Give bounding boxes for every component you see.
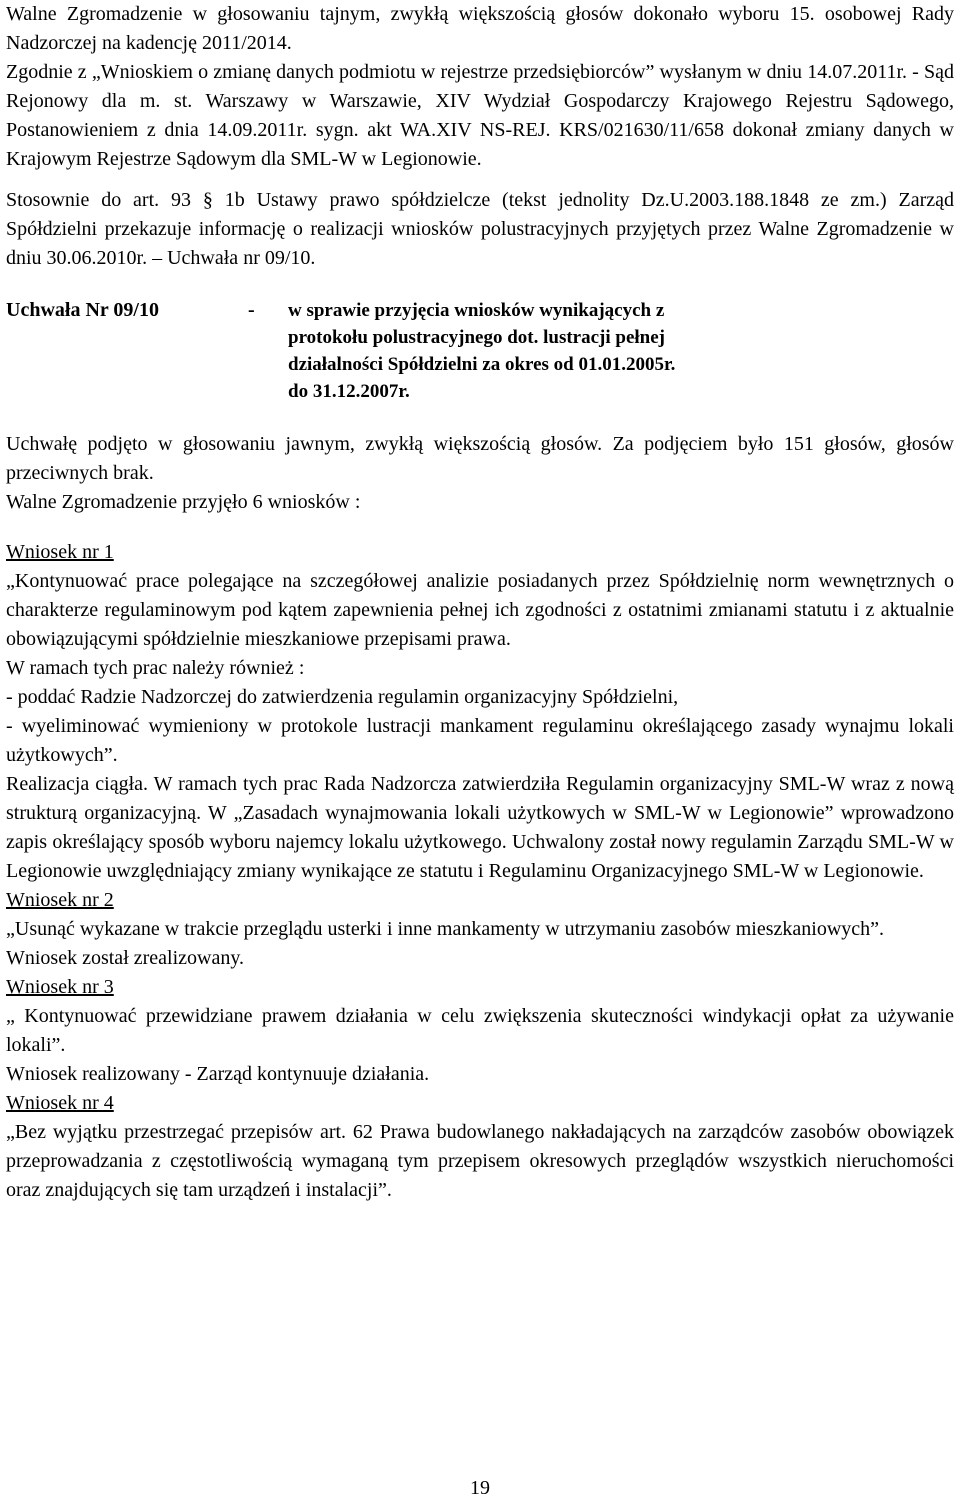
resolution-subject <box>288 297 800 405</box>
motion-2-heading: Wniosek nr 2 <box>6 889 114 911</box>
motion-1-heading: Wniosek nr 1 <box>6 541 114 563</box>
paragraph-legal-basis: Stosownie do art. 93 § 1b Ustawy prawo spółdzielcze (tekst jednolity Dz.U.2003.188.1848 ze zm.) Zarząd Spółdzielni przekazuje informację o realizacji wniosków polustracyjnych przyjętych przez Walne Zgromadzenie w dniu 30.06.2010r. – Uchwała nr 09/10. <box>6 189 954 269</box>
motion-4-text: „Bez wyjątku przestrzegać przepisów art. 62 Prawa budowlanego nakładających na zarządców zasobów obowiązek przeprowadzania z częstotliwością wymaganą tym przepisem okresowych przeglądów wszystkich nieruchomości oraz znajdujących się tam urządzeń i instalacji”. <box>6 1121 954 1201</box>
resolution-subject-line: w sprawie przyjęcia wniosków wynikających z <box>288 300 665 321</box>
motion-1-bullet: - wyeliminować wymieniony w protokole lustracji mankament regulaminu określającego zasady wynajmu lokali użytkowych”. <box>6 715 954 766</box>
resolution-label: Uchwała Nr 09/10 <box>6 299 159 321</box>
resolution-subject-line: działalności Spółdzielni za okres od 01.01.2005r. <box>288 354 676 375</box>
motion-1-text: „Kontynuować prace polegające na szczegółowej analizie posiadanych przez Spółdzielnię norm wewnętrznych o charakterze regulaminowym pod kątem zapewnienia pełnej ich zgodności z ostatnimi zmianami statutu i z aktualnie obowiązującymi spółdzielnie mieszkaniowe przepisami prawa. <box>6 570 954 650</box>
resolution-subject-line: do 31.12.2007r. <box>288 381 410 402</box>
page-number: 19 <box>470 1477 490 1499</box>
motion-3-heading: Wniosek nr 3 <box>6 976 114 998</box>
motion-3-status: Wniosek realizowany - Zarząd kontynuuje działania. <box>6 1063 430 1085</box>
motion-2-status: Wniosek został zrealizowany. <box>6 947 245 969</box>
paragraph-motions-accepted: Walne Zgromadzenie przyjęło 6 wniosków : <box>6 491 361 513</box>
resolution-dash: - <box>248 299 255 321</box>
motion-1-status: Realizacja ciągła. W ramach tych prac Rada Nadzorcza zatwierdziła Regulamin organizacyjny SML-W wraz z nową strukturą organizacyjną. W „Zasadach wynajmowania lokali użytkowych w SML-W w Legionowie” wprowadzono zapis określający sposób wyboru najemcy lokalu użytkowego. Uchwalony został nowy regulamin Zarządu SML-W w Legionowie uwzględniający zmiany wynikające ze statutu i Regulaminu Organizacyjnego SML-W w Legionowie. <box>6 773 954 882</box>
paragraph-vote-result: Uchwałę podjęto w głosowaniu jawnym, zwykłą większością głosów. Za podjęciem było 151 głosów, głosów przeciwnych brak. <box>6 433 954 484</box>
document-page <box>6 0 954 1205</box>
motion-4-heading: Wniosek nr 4 <box>6 1092 114 1114</box>
motion-3-text: „ Kontynuować przewidziane prawem działania w celu zwiększenia skuteczności windykacji opłat za używanie lokali”. <box>6 1005 954 1056</box>
resolution-subject-line: protokołu polustracyjnego dot. lustracji pełnej <box>288 327 666 348</box>
paragraph-election: Walne Zgromadzenie w głosowaniu tajnym, zwykłą większością głosów dokonało wyboru 15. osobowej Rady Nadzorczej na kadencję 2011/2014. <box>6 3 954 54</box>
paragraph-registry-change: Zgodnie z „Wnioskiem o zmianę danych podmiotu w rejestrze przedsiębiorców” wysłanym w dniu 14.07.2011r. - Sąd Rejonowy dla m. st. Warszawy w Warszawie, XIV Wydział Gospodarczy Krajowego Rejestru Sądowego, Postanowieniem z dnia 14.09.2011r. sygn. akt WA.XIV NS-REJ. KRS/021630/11/658 dokonał zmiany danych w Krajowym Rejestrze Sądowym dla SML-W w Legionowie. <box>6 61 954 170</box>
motion-2-text: „Usunąć wykazane w trakcie przeglądu usterki i inne mankamenty w utrzymaniu zasobów mieszkaniowych”. <box>6 918 885 940</box>
motion-1-sub-intro: W ramach tych prac należy również : <box>6 657 305 679</box>
motion-1-bullet: - poddać Radzie Nadzorczej do zatwierdzenia regulamin organizacyjny Spółdzielni, <box>6 686 679 708</box>
resolution-block <box>6 297 954 405</box>
